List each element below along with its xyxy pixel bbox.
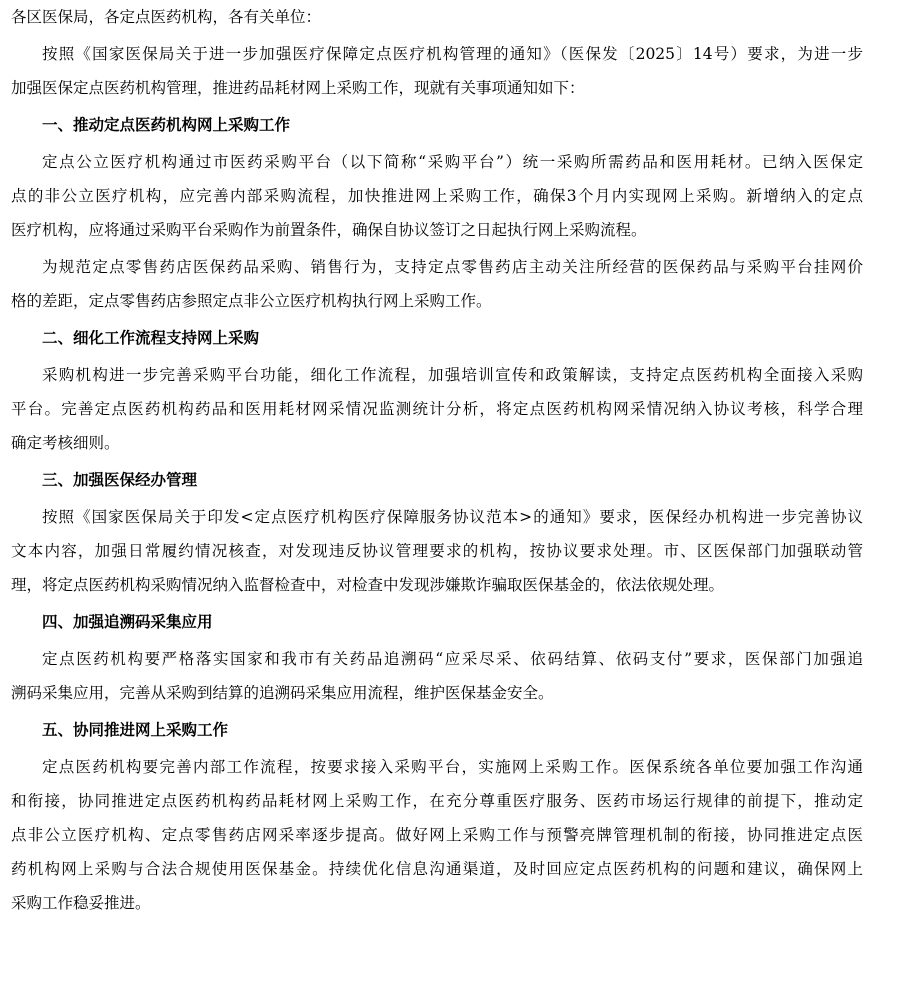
- intro-line: 按照《国家医保局关于进一步加强医疗保障定点医疗机构管理的通知》（医保发〔2025〕14号）要求，为进一步: [42, 45, 863, 63]
- paragraph-line: 点非公立医疗机构、定点零售药店网采率逐步提高。做好网上采购工作与预警亮牌管理机制的衔接，协同推进定点医: [11, 826, 863, 844]
- paragraph-line: 理，将定点医药机构采购情况纳入监督检查中，对检查中发现涉嫌欺诈骗取医保基金的，依法依规处理。: [11, 576, 725, 594]
- paragraph-line: 格的差距，定点零售药店参照定点非公立医疗机构执行网上采购工作。: [11, 292, 492, 310]
- paragraph-line: 文本内容，加强日常履约情况核查，对发现违反协议管理要求的机构，按协议要求处理。市、区医保部门加强联动管: [11, 542, 863, 560]
- paragraph-line: 采购工作稳妥推进。: [11, 894, 151, 912]
- paragraph-line: 点的非公立医疗机构，应完善内部采购流程，加快推进网上采购工作，确保3个月内实现网上采购。新增纳入的定点: [11, 187, 863, 205]
- paragraph-line: 按照《国家医保局关于印发<定点医疗机构医疗保障服务协议范本>的通知》要求，医保经办机构进一步完善协议: [42, 508, 863, 526]
- section-heading: 四、加强追溯码采集应用: [42, 613, 213, 631]
- paragraph-line: 溯码采集应用，完善从采购到结算的追溯码采集应用流程，维护医保基金安全。: [11, 684, 554, 702]
- section-heading: 五、协同推进网上采购工作: [42, 721, 229, 739]
- paragraph-line: 定点医药机构要严格落实国家和我市有关药品追溯码“应采尽采、依码结算、依码支付”要求，医保部门加强追: [42, 650, 863, 668]
- paragraph-line: 和衔接，协同推进定点医药机构药品耗材网上采购工作，在充分尊重医疗服务、医药市场运行规律的前提下，推动定: [11, 792, 863, 810]
- section-heading: 二、细化工作流程支持网上采购: [42, 329, 260, 347]
- paragraph-line: 为规范定点零售药店医保药品采购、销售行为，支持定点零售药店主动关注所经营的医保药品与采购平台挂网价: [42, 258, 863, 276]
- paragraph-line: 采购机构进一步完善采购平台功能，细化工作流程，加强培训宣传和政策解读，支持定点医药机构全面接入采购: [42, 366, 863, 384]
- notice-document: [11, 0, 863, 920]
- paragraph-line: 定点医药机构要完善内部工作流程，按要求接入采购平台，实施网上采购工作。医保系统各单位要加强工作沟通: [42, 758, 863, 776]
- paragraph-line: 定点公立医疗机构通过市医药采购平台（以下简称“采购平台”）统一采购所需药品和医用耗材。已纳入医保定: [42, 153, 863, 171]
- paragraph-line: 平台。完善定点医药机构药品和医用耗材网采情况监测统计分析，将定点医药机构网采情况纳入协议考核，科学合理: [11, 400, 863, 418]
- section-heading: 一、推动定点医药机构网上采购工作: [42, 116, 291, 134]
- paragraph-line: 医疗机构，应将通过采购平台采购作为前置条件，确保自协议签订之日起执行网上采购流程。: [11, 221, 647, 239]
- paragraph-line: 药机构网上采购与合法合规使用医保基金。持续优化信息沟通渠道，及时回应定点医药机构的问题和建议，确保网上: [11, 860, 863, 878]
- section-heading: 三、加强医保经办管理: [42, 471, 198, 489]
- intro-line: 加强医保定点医药机构管理，推进药品耗材网上采购工作，现就有关事项通知如下：: [11, 79, 585, 97]
- salutation: 各区医保局，各定点医药机构，各有关单位：: [11, 8, 322, 26]
- paragraph-line: 确定考核细则。: [11, 434, 120, 452]
